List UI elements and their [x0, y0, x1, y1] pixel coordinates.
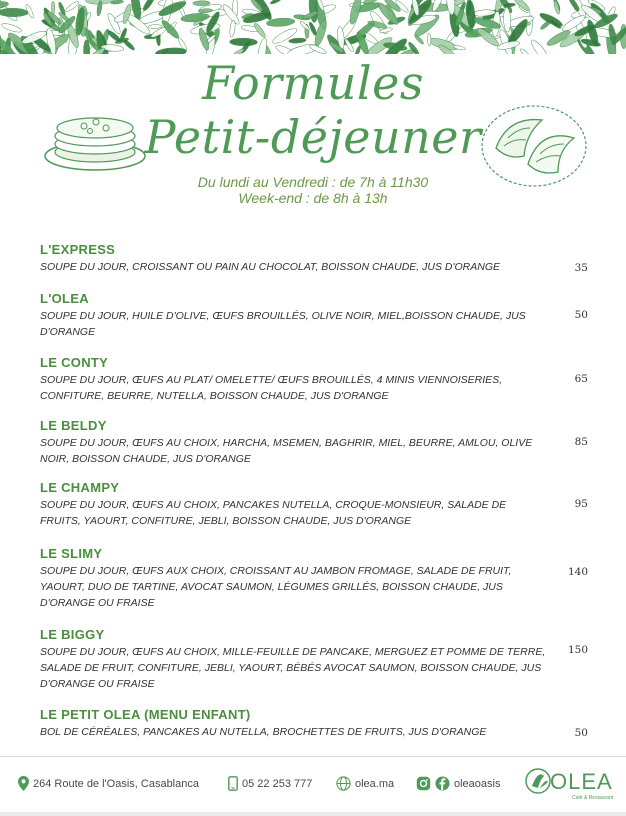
logo-subtext: Café & Restaurant: [572, 795, 614, 801]
menu-item-name: L'EXPRESS: [40, 242, 116, 257]
website-text: olea.ma: [355, 777, 395, 790]
menu-list: [40, 241, 590, 746]
menu-item-description: SOUPE DU JOUR, ŒUFS AU CHOIX, HARCHA, MSEMEN, BAGHRIR, MIEL, BEURRE, AMLOU, OLIVE NOIR, BOISSON CHAUDE, JUS D'ORANGE: [40, 437, 533, 465]
menu-item-conty: [40, 354, 590, 417]
leaf-banner: [0, 0, 626, 54]
menu-item-price: 150: [567, 644, 588, 656]
menu-item-description: BOL DE CÉRÉALES, PANCAKES AU NUTELLA, BROCHETTES DE FRUITS, JUS D'ORANGE: [40, 726, 487, 738]
menu-item-name: LE SLIMY: [40, 546, 103, 561]
menu-item-name: LE CONTY: [40, 355, 109, 370]
footer: [18, 766, 618, 806]
menu-item-description: SOUPE DU JOUR, CROISSANT OU PAIN AU CHOCOLAT, BOISSON CHAUDE, JUS D'ORANGE: [40, 261, 500, 273]
facebook-icon: [435, 776, 450, 791]
menu-item-name: L'OLEA: [40, 291, 89, 306]
address-text: 264 Route de l'Oasis, Casablanca: [33, 777, 199, 790]
menu-item-price: 65: [574, 373, 588, 385]
menu-item-slimy: [40, 545, 590, 626]
social-text: oleaoasis: [454, 777, 501, 790]
menu-item-price: 140: [567, 566, 588, 578]
menu-item-price: 85: [574, 436, 588, 448]
menu-item-name: LE BIGGY: [40, 627, 105, 642]
menu-item-name: LE CHAMPY: [40, 480, 120, 495]
menu-item-beldy: [40, 417, 590, 479]
instagram-icon: [416, 776, 431, 791]
menu-item-olea: [40, 290, 590, 354]
logo-text: OLEA: [550, 769, 613, 794]
footer-website[interactable]: [336, 776, 394, 791]
phone-text: 05 22 253 777: [242, 777, 313, 790]
menu-item-express: [40, 241, 590, 290]
globe-icon: [336, 776, 351, 791]
phone-icon: [228, 776, 238, 791]
hours-weekend: Week-end : de 8h à 13h: [238, 190, 388, 206]
menu-item-biggy: [40, 626, 590, 706]
menu-item-description: SOUPE DU JOUR, ŒUFS AU CHOIX, MILLE-FEUILLE DE PANCAKE, MERGUEZ ET POMME DE TERRE, SALADE DE FRUIT, CONFITURE, JEBLI, YAOURT, BÉBÉS AVOCAT SAUMON, BOISSON CHAUDE, JUS D'ORANGE OU FRAISE: [40, 646, 546, 690]
menu-item-price: 50: [574, 309, 588, 321]
menu-item-name: LE BELDY: [40, 418, 107, 433]
menu-item-price: 50: [574, 727, 588, 739]
menu-item-petit-olea: [40, 706, 590, 746]
map-pin-icon: [18, 776, 29, 791]
menu-item-description: SOUPE DU JOUR, ŒUFS AU PLAT/ OMELETTE/ ŒUFS BROUILLÉS, 4 MINIS VIENNOISERIES, CONFITURE, BEURRE, NUTELLA, BOISSON CHAUDE, JUS D'ORANGE: [40, 374, 503, 402]
menu-item-description: SOUPE DU JOUR, ŒUFS AU CHOIX, PANCAKES NUTELLA, CROQUE-MONSIEUR, SALADE DE FRUITS, YAOURT, CONFITURE, JEBLI, BOISSON CHAUDE, JUS D'ORANGE: [40, 499, 507, 527]
hours-weekday: Du lundi au Vendredi : de 7h à 11h30: [197, 174, 429, 190]
footer-address: [18, 776, 199, 791]
header: [0, 58, 626, 206]
footer-phone[interactable]: [228, 776, 312, 791]
title-line-1: Formules: [202, 56, 424, 110]
olea-logo: [524, 766, 618, 806]
footer-social[interactable]: [416, 776, 500, 791]
footer-divider: [0, 756, 626, 757]
bottom-bar: [0, 812, 626, 816]
menu-item-description: SOUPE DU JOUR, ŒUFS AUX CHOIX, CROISSANT AU JAMBON FROMAGE, SALADE DE FRUIT, YAOURT, DUO DE TARTINE, AVOCAT SAUMON, LÉGUMES GRILLÉS, BOISSON CHAUDE, JUS D'ORANGE OU FRAISE: [40, 565, 512, 609]
menu-item-price: 35: [574, 262, 588, 274]
menu-item-name: LE PETIT OLEA (MENU ENFANT): [40, 707, 251, 722]
menu-item-description: SOUPE DU JOUR, HUILE D'OLIVE, ŒUFS BROUILLÉS, OLIVE NOIR, MIEL,BOISSON CHAUDE, JUS D'ORANGE: [40, 310, 526, 338]
menu-item-price: 95: [574, 498, 588, 510]
title-line-2: Petit-déjeuner: [144, 110, 482, 164]
menu-item-champy: [40, 479, 590, 545]
